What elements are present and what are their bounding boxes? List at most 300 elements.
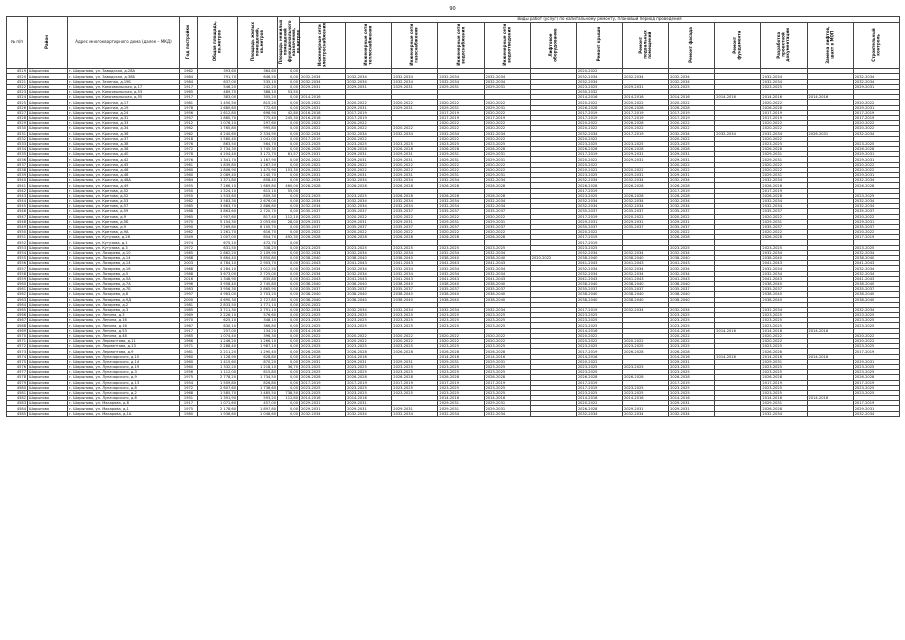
cell-year: 1968 bbox=[180, 390, 198, 395]
cell-district: Шарыпово bbox=[28, 411, 68, 416]
cell-basement: 2023-2025 bbox=[622, 390, 668, 395]
cell-district: Шарыпово bbox=[28, 198, 68, 203]
cell-basement: 2017-2019 bbox=[622, 131, 668, 136]
cell-water: 2038-2040 bbox=[438, 256, 484, 261]
cell-living-area: 388,10 bbox=[238, 90, 278, 95]
cell-heating: 2017-2019 bbox=[346, 115, 392, 120]
cell-address: г. Шарыпово, ул. Ленина, д.16 bbox=[68, 323, 180, 328]
cell-gas: 2032-2034 bbox=[392, 266, 438, 271]
cell-electric: 2029-2031 bbox=[300, 359, 346, 364]
cell-water: 2032-2034 bbox=[438, 79, 484, 84]
cell-address: г. Шарыпово, ул. Лазарева, д.14 bbox=[68, 261, 180, 266]
cell-supervision: 2029-2031 bbox=[853, 105, 899, 110]
cell-address: г. Шарыпово, ул. Макарова, д.8 bbox=[68, 401, 180, 406]
cell-electric: 2014-2016 bbox=[300, 354, 346, 359]
cell-heating: 2029-2031 bbox=[346, 406, 392, 411]
cell-design-docs: 2032-2034 bbox=[761, 204, 807, 209]
cell-basement: 2023-2025 bbox=[622, 385, 668, 390]
cell-facade: 2038-2040 bbox=[669, 281, 715, 286]
cell-district: Шарыпово bbox=[28, 297, 68, 302]
cell-district: Шарыпово bbox=[28, 219, 68, 224]
cell-facade: 2023-2025 bbox=[669, 323, 715, 328]
cell-living-area: 1 771,10 bbox=[238, 302, 278, 307]
cell-living-area: 3 850,80 bbox=[238, 256, 278, 261]
cell-water: 2026-2028 bbox=[438, 235, 484, 240]
cell-design-docs: 2017-2019 bbox=[761, 110, 807, 115]
cell-basement: 2038-2040 bbox=[622, 292, 668, 297]
cell-living-area: 2 334,90 bbox=[238, 131, 278, 136]
cell-electric: 2032-2034 bbox=[300, 204, 346, 209]
cell-water: 2032-2034 bbox=[438, 178, 484, 183]
cell-living-area: 1 266,10 bbox=[238, 339, 278, 344]
cell-facade: 2041-2043 bbox=[669, 261, 715, 266]
cell-heating: 2017-2019 bbox=[346, 380, 392, 385]
cell-district: Шарыпово bbox=[28, 287, 68, 292]
cell-num: 4552 bbox=[7, 240, 28, 245]
cell-water: 2026-2028 bbox=[438, 349, 484, 354]
cell-address: г. Шарыпово, ул. Кретова, д.9А bbox=[68, 230, 180, 235]
cell-water: 2029-2031 bbox=[438, 157, 484, 162]
cell-year: 1985 bbox=[180, 204, 198, 209]
header-work-gas: Инженерные сети газоснабжения bbox=[392, 22, 438, 69]
cell-design-docs: 2032-2034 bbox=[761, 307, 807, 312]
cell-nonliving-area: 0,00 bbox=[278, 323, 300, 328]
cell-basement: 2023-2025 bbox=[622, 364, 668, 369]
cell-facade: 2020-2022 bbox=[669, 339, 715, 344]
cell-num: 4551 bbox=[7, 235, 28, 240]
cell-year: 1984 bbox=[180, 178, 198, 183]
cell-num: 4558 bbox=[7, 271, 28, 276]
cell-supervision: 2020-2022 bbox=[853, 230, 899, 235]
cell-num: 4553 bbox=[7, 245, 28, 250]
cell-living-area: 654,70 bbox=[238, 235, 278, 240]
cell-heating: 2035-2037 bbox=[346, 224, 392, 229]
header-work-electric: Инженерные сети электроснабжения bbox=[300, 22, 346, 69]
cell-address: г. Шарыпово, ул. Заводская, д.28А bbox=[68, 69, 180, 74]
header-works-group: Виды работ (услуг) по капитальному ремонту, плановый период проведения bbox=[300, 17, 900, 23]
cell-living-area: 6 105,70 bbox=[238, 224, 278, 229]
cell-electric: 2032-2034 bbox=[300, 266, 346, 271]
cell-district: Шарыпово bbox=[28, 105, 68, 110]
cell-living-area: 396,30 bbox=[238, 333, 278, 338]
cell-facade: 2020-2022 bbox=[669, 100, 715, 105]
cell-electric: 2026-2028 bbox=[300, 183, 346, 188]
cell-facade: 2020-2022 bbox=[669, 136, 715, 141]
cell-year: 1962 bbox=[180, 126, 198, 131]
cell-facade: 2017-2019 bbox=[669, 110, 715, 115]
cell-address: г. Шарыпово, ул. Красная, д.45 bbox=[68, 162, 180, 167]
cell-address: г. Шарыпово, ул. Ленина, д.53 bbox=[68, 328, 180, 333]
cell-gas: 2035-2037 bbox=[392, 224, 438, 229]
cell-roof: 2020-2022 bbox=[576, 69, 622, 74]
cell-year: 1996 bbox=[180, 281, 198, 286]
cell-district: Шарыпово bbox=[28, 183, 68, 188]
cell-num: 4563 bbox=[7, 297, 28, 302]
cell-supervision: 2032-2034 bbox=[853, 74, 899, 79]
cell-design-docs: 2020-2022 bbox=[761, 121, 807, 126]
cell-design-docs: 2023-2025 bbox=[761, 141, 807, 146]
cell-water: 2020-2022 bbox=[438, 230, 484, 235]
cell-gas: 2029-2031 bbox=[392, 219, 438, 224]
cell-district: Шарыпово bbox=[28, 188, 68, 193]
cell-living-area: 2 886,80 bbox=[238, 204, 278, 209]
cell-year: 1984 bbox=[180, 79, 198, 84]
cell-num: 4542 bbox=[7, 188, 28, 193]
cell-water: 2020-2022 bbox=[438, 126, 484, 131]
header-work-sewage: Инженерные сети водоотведения bbox=[484, 22, 530, 69]
cell-num: 4543 bbox=[7, 193, 28, 198]
cell-heating: 2032-2034 bbox=[346, 271, 392, 276]
cell-address: г. Шарыпово, ул. Красная, д.46 bbox=[68, 167, 180, 172]
cell-supervision: 2032-2034 bbox=[853, 266, 899, 271]
cell-gas: 2041-2043 bbox=[392, 261, 438, 266]
cell-electric: 2026-2028 bbox=[300, 147, 346, 152]
cell-water: 2020-2022 bbox=[438, 333, 484, 338]
cell-num: 4574 bbox=[7, 354, 28, 359]
cell-address: г. Шарыпово, ул. Красная, д.49 bbox=[68, 183, 180, 188]
cell-nonliving-area: 0,00 bbox=[278, 131, 300, 136]
cell-year: 1975 bbox=[180, 375, 198, 380]
cell-sewage: 2026-2028 bbox=[484, 193, 530, 198]
cell-design-docs: 2026-2028 bbox=[761, 375, 807, 380]
cell-district: Шарыпово bbox=[28, 385, 68, 390]
cell-roof: 2014-2016 bbox=[576, 396, 622, 401]
cell-water: 2020-2022 bbox=[438, 121, 484, 126]
cell-living-area: 995,80 bbox=[238, 126, 278, 131]
cell-total-area: 7 286,10 bbox=[198, 183, 238, 188]
cell-water: 2020-2022 bbox=[438, 136, 484, 141]
cell-sewage: 2026-2028 bbox=[484, 349, 530, 354]
cell-heating: 2038-2040 bbox=[346, 292, 392, 297]
cell-nonliving-area: 0,00 bbox=[278, 204, 300, 209]
cell-living-area: 297,60 bbox=[238, 121, 278, 126]
cell-gas: 2023-2025 bbox=[392, 318, 438, 323]
cell-facade: 2029-2031 bbox=[669, 406, 715, 411]
cell-water: 2023-2025 bbox=[438, 344, 484, 349]
cell-roof: 2026-2028 bbox=[576, 105, 622, 110]
cell-electric: 2041-2043 bbox=[300, 261, 346, 266]
cell-nonliving-area: 61,57 bbox=[278, 152, 300, 157]
cell-facade: 2032-2034 bbox=[669, 198, 715, 203]
cell-foundation: 2014-2016 bbox=[715, 354, 761, 359]
cell-basement: 2026-2028 bbox=[622, 183, 668, 188]
cell-electric: 2016-2018 bbox=[300, 110, 346, 115]
cell-total-area: 1 585,70 bbox=[198, 390, 238, 395]
cell-year: 1951 bbox=[180, 396, 198, 401]
cell-num: 4560 bbox=[7, 281, 28, 286]
cell-design-docs: 2029-2031 bbox=[761, 157, 807, 162]
cell-year: 2016 bbox=[180, 276, 198, 281]
cell-design-docs: 2032-2034 bbox=[761, 411, 807, 416]
cell-total-area: 637,00 bbox=[198, 79, 238, 84]
cell-num: 4534 bbox=[7, 147, 28, 152]
cell-heating: 2023-2025 bbox=[346, 364, 392, 369]
cell-design-docs: 2020-2022 bbox=[761, 126, 807, 131]
cell-living-area: 1 734,50 bbox=[238, 375, 278, 380]
cell-sewage: 2032-2034 bbox=[484, 204, 530, 209]
cell-year: 1984 bbox=[180, 74, 198, 79]
cell-electric: 2032-2034 bbox=[300, 307, 346, 312]
cell-living-area: 2 727,80 bbox=[238, 297, 278, 302]
cell-heating: 2029-2031 bbox=[346, 219, 392, 224]
cell-district: Шарыпово bbox=[28, 141, 68, 146]
cell-facade: 2032-2034 bbox=[669, 204, 715, 209]
cell-heating: 2020-2022 bbox=[346, 126, 392, 131]
cell-total-area: 1 371,80 bbox=[198, 178, 238, 183]
cell-sewage: 2032-2034 bbox=[484, 131, 530, 136]
cell-gas: 2038-2040 bbox=[392, 297, 438, 302]
cell-address: г. Шарыпово, ул. Комсомольская, д.55 bbox=[68, 95, 180, 100]
cell-total-area: 1 450,50 bbox=[198, 100, 238, 105]
cell-address: г. Шарыпово, ул. Ленина, д.48 bbox=[68, 333, 180, 338]
cell-total-area: 1 509,80 bbox=[198, 380, 238, 385]
cell-water: 2026-2028 bbox=[438, 193, 484, 198]
cell-roof: 2023-2025 bbox=[576, 141, 622, 146]
cell-facade: 2023-2025 bbox=[669, 313, 715, 318]
cell-water: 2029-2031 bbox=[438, 401, 484, 406]
cell-address: г. Шарыпово, ул. Лермонтова, д.13 bbox=[68, 344, 180, 349]
cell-district: Шарыпово bbox=[28, 281, 68, 286]
cell-sewage: 2023-2025 bbox=[484, 323, 530, 328]
cell-facade: 2017-2019 bbox=[669, 115, 715, 120]
cell-gas: 2023-2025 bbox=[392, 344, 438, 349]
cell-roof: 2023-2025 bbox=[576, 364, 622, 369]
cell-supervision: 2017-2019 bbox=[853, 380, 899, 385]
cell-district: Шарыпово bbox=[28, 245, 68, 250]
cell-num: 4529 bbox=[7, 121, 28, 126]
cell-electric: 2020-2022 bbox=[300, 339, 346, 344]
cell-living-area: 2 720,70 bbox=[238, 209, 278, 214]
cell-sewage: 2032-2034 bbox=[484, 271, 530, 276]
cell-living-area: 1 167,90 bbox=[238, 157, 278, 162]
cell-gas: 2035-2037 bbox=[392, 287, 438, 292]
cell-electric: 2032-2034 bbox=[300, 198, 346, 203]
cell-gas: 2020-2022 bbox=[392, 214, 438, 219]
cell-year: 1960 bbox=[180, 167, 198, 172]
cell-electric: 2017-2019 bbox=[300, 380, 346, 385]
cell-roof: 2020-2022 bbox=[576, 333, 622, 338]
cell-address: г. Шарыпово, ул. Ленина, д.16 bbox=[68, 318, 180, 323]
cell-water: 2023-2025 bbox=[438, 141, 484, 146]
cell-water: 2032-2034 bbox=[438, 307, 484, 312]
cell-design-docs: 2026-2028 bbox=[761, 105, 807, 110]
cell-basement: 2032-2034 bbox=[622, 250, 668, 255]
cell-year: 1978 bbox=[180, 105, 198, 110]
cell-year: 1960 bbox=[180, 359, 198, 364]
cell-total-area: 1 261,70 bbox=[198, 230, 238, 235]
cell-supervision: 2029-2031 bbox=[853, 173, 899, 178]
cell-address: г. Шарыпово, ул. Красная, д.31 bbox=[68, 115, 180, 120]
cell-year: 1969 bbox=[180, 313, 198, 318]
cell-district: Шарыпово bbox=[28, 333, 68, 338]
cell-year: 1954 bbox=[180, 380, 198, 385]
cell-nonliving-area: 0,00 bbox=[278, 95, 300, 100]
cell-gas: 2023-2025 bbox=[392, 390, 438, 395]
cell-year: 1988 bbox=[180, 256, 198, 261]
cell-total-area: 1 071,60 bbox=[198, 401, 238, 406]
cell-total-area: 546,20 bbox=[198, 84, 238, 89]
cell-water: 2014-2016 bbox=[438, 354, 484, 359]
cell-design-docs: 2023-2025 bbox=[761, 364, 807, 369]
cell-num: 4539 bbox=[7, 173, 28, 178]
cell-supervision: 2020-2022 bbox=[853, 167, 899, 172]
cell-address: г. Шарыпово, ул. Красная, д.24 bbox=[68, 110, 180, 115]
cell-elevator: 2020-2022 bbox=[530, 256, 576, 261]
cell-supervision: 2032-2034 bbox=[853, 307, 899, 312]
cell-living-area: 2 053,60 bbox=[238, 219, 278, 224]
cell-year: 1997 bbox=[180, 292, 198, 297]
cell-address: г. Шарыпово, ул. Комсомольская, д.17 bbox=[68, 84, 180, 89]
cell-living-area: 2 865,90 bbox=[238, 287, 278, 292]
cell-living-area: 1 267,50 bbox=[238, 162, 278, 167]
cell-foundation: 2032-2034 bbox=[715, 131, 761, 136]
cell-gas: 2020-2022 bbox=[392, 339, 438, 344]
cell-living-area: 1 987,10 bbox=[238, 344, 278, 349]
cell-water: 2029-2031 bbox=[438, 219, 484, 224]
cell-year: 1949 bbox=[180, 235, 198, 240]
cell-total-area: 3 958,40 bbox=[198, 281, 238, 286]
cell-living-area: 1 485,50 bbox=[238, 390, 278, 395]
cell-facade: 2032-2034 bbox=[669, 79, 715, 84]
cell-nonliving-area: 0,00 bbox=[278, 261, 300, 266]
cell-roof: 2014-2016 bbox=[576, 328, 622, 333]
cell-heating: 2038-2040 bbox=[346, 281, 392, 286]
cell-living-area: 338,20 bbox=[238, 245, 278, 250]
cell-nonliving-area: 0,00 bbox=[278, 339, 300, 344]
cell-district: Шарыпово bbox=[28, 250, 68, 255]
cell-facade: 2041-2043 bbox=[669, 276, 715, 281]
cell-district: Шарыпово bbox=[28, 307, 68, 312]
cell-supervision: 2029-2031 bbox=[853, 84, 899, 89]
cell-nonliving-area: 492,30 bbox=[278, 235, 300, 240]
cell-sewage: 2023-2025 bbox=[484, 344, 530, 349]
cell-year: 1962 bbox=[180, 131, 198, 136]
cell-nonliving-area: 0,00 bbox=[278, 136, 300, 141]
cell-gas: 2032-2034 bbox=[392, 198, 438, 203]
cell-basement: 2032-2034 bbox=[622, 266, 668, 271]
cell-district: Шарыпово bbox=[28, 276, 68, 281]
cell-nonliving-area: 0,00 bbox=[278, 328, 300, 333]
cell-sewage: 2029-2031 bbox=[484, 401, 530, 406]
cell-living-area: 775,40 bbox=[238, 115, 278, 120]
cell-roof: 2041-2043 bbox=[576, 276, 622, 281]
cell-electric: 2029-2031 bbox=[300, 105, 346, 110]
cell-gas: 2026-2028 bbox=[392, 349, 438, 354]
cell-total-area: 1 533,60 bbox=[198, 193, 238, 198]
cell-total-area: 2 089,40 bbox=[198, 173, 238, 178]
cell-roof: 2023-2025 bbox=[576, 173, 622, 178]
cell-district: Шарыпово bbox=[28, 79, 68, 84]
cell-nonliving-area: 0,00 bbox=[278, 318, 300, 323]
cell-num: 4526 bbox=[7, 105, 28, 110]
cell-sewage: 2014-2016 bbox=[484, 354, 530, 359]
cell-nonliving-area: 460,00 bbox=[278, 183, 300, 188]
cell-heating: 2023-2025 bbox=[346, 370, 392, 375]
cell-total-area: 7 269,80 bbox=[198, 224, 238, 229]
cell-foundation: 2014-2016 bbox=[715, 328, 761, 333]
cell-lift-replacement bbox=[807, 411, 853, 416]
cell-heating: 2023-2025 bbox=[346, 385, 392, 390]
cell-total-area: 4 240,60 bbox=[198, 131, 238, 136]
cell-basement: 2041-2043 bbox=[622, 261, 668, 266]
cell-supervision: 2023-2025 bbox=[853, 370, 899, 375]
cell-basement: 2038-2040 bbox=[622, 297, 668, 302]
cell-address: г. Шарыпово, ул. Заводская, д.38Б bbox=[68, 74, 180, 79]
cell-supervision: 2017-2019 bbox=[853, 401, 899, 406]
cell-electric: 2032-2034 bbox=[300, 178, 346, 183]
cell-nonliving-area: 0,00 bbox=[278, 178, 300, 183]
cell-total-area: 489,70 bbox=[198, 90, 238, 95]
cell-sewage: 2041-2043 bbox=[484, 276, 530, 281]
cell-total-area: 1 524,10 bbox=[198, 188, 238, 193]
cell-address: г. Шарыпово, ул. Лазарева, д.3 bbox=[68, 307, 180, 312]
cell-district: Шарыпово bbox=[28, 131, 68, 136]
cell-living-area: 242,20 bbox=[238, 84, 278, 89]
cell-supervision: 2032-2034 bbox=[853, 178, 899, 183]
cell-num: 4566 bbox=[7, 313, 28, 318]
cell-num: 4554 bbox=[7, 250, 28, 255]
cell-gas: 2026-2028 bbox=[392, 183, 438, 188]
cell-roof: 2026-2028 bbox=[576, 183, 622, 188]
cell-facade: 2038-2040 bbox=[669, 297, 715, 302]
cell-design-docs: 2023-2025 bbox=[761, 344, 807, 349]
cell-heating: 2023-2025 bbox=[346, 323, 392, 328]
cell-supervision: 2032-2034 bbox=[853, 79, 899, 84]
cell-total-area: 791,70 bbox=[198, 74, 238, 79]
cell-nonliving-area: 0,00 bbox=[278, 100, 300, 105]
cell-water: 2041-2043 bbox=[438, 261, 484, 266]
cell-nonliving-area: 0,00 bbox=[278, 121, 300, 126]
cell-heating: 2038-2040 bbox=[346, 297, 392, 302]
cell-num: 4537 bbox=[7, 162, 28, 167]
cell-living-area: 593,20 bbox=[238, 396, 278, 401]
cell-water: 2026-2028 bbox=[438, 375, 484, 380]
cell-electric: 2026-2028 bbox=[300, 349, 346, 354]
cell-heating: 2023-2025 bbox=[346, 141, 392, 146]
cell-year: 1950 bbox=[180, 188, 198, 193]
cell-num: 4571 bbox=[7, 339, 28, 344]
cell-basement: 2026-2028 bbox=[622, 375, 668, 380]
cell-roof: 2026-2028 bbox=[576, 147, 622, 152]
cell-gas: 2020-2022 bbox=[392, 126, 438, 131]
cell-water: 2038-2040 bbox=[438, 297, 484, 302]
cell-facade: 2032-2034 bbox=[669, 266, 715, 271]
cell-roof: 2020-2022 bbox=[576, 230, 622, 235]
cell-supervision: 2032-2034 bbox=[853, 131, 899, 136]
cell-address: г. Шарыпово, ул. Лазарева, д.9Д bbox=[68, 297, 180, 302]
cell-facade: 2032-2034 bbox=[669, 178, 715, 183]
table-body bbox=[7, 69, 900, 417]
cell-address: г. Шарыпово, ул. Лазарева, д.7Б bbox=[68, 287, 180, 292]
cell-supervision: 2020-2022 bbox=[853, 121, 899, 126]
cell-electric: 2029-2031 bbox=[300, 173, 346, 178]
cell-gas: 2038-2040 bbox=[392, 256, 438, 261]
cell-district: Шарыпово bbox=[28, 313, 68, 318]
cell-facade: 2029-2031 bbox=[669, 401, 715, 406]
cell-num: 4523 bbox=[7, 90, 28, 95]
table-row bbox=[7, 84, 900, 89]
cell-supervision: 2041-2043 bbox=[853, 261, 899, 266]
cell-design-docs: 2026-2028 bbox=[761, 147, 807, 152]
cell-roof: 2023-2025 bbox=[576, 84, 622, 89]
cell-nonliving-area: 0,00 bbox=[278, 359, 300, 364]
cell-living-area: 2 903,70 bbox=[238, 261, 278, 266]
cell-district: Шарыпово bbox=[28, 74, 68, 79]
cell-electric: 2017-2019 bbox=[300, 136, 346, 141]
cell-num: 4545 bbox=[7, 204, 28, 209]
cell-electric: 2023-2025 bbox=[300, 313, 346, 318]
cell-year: 1961 bbox=[180, 162, 198, 167]
